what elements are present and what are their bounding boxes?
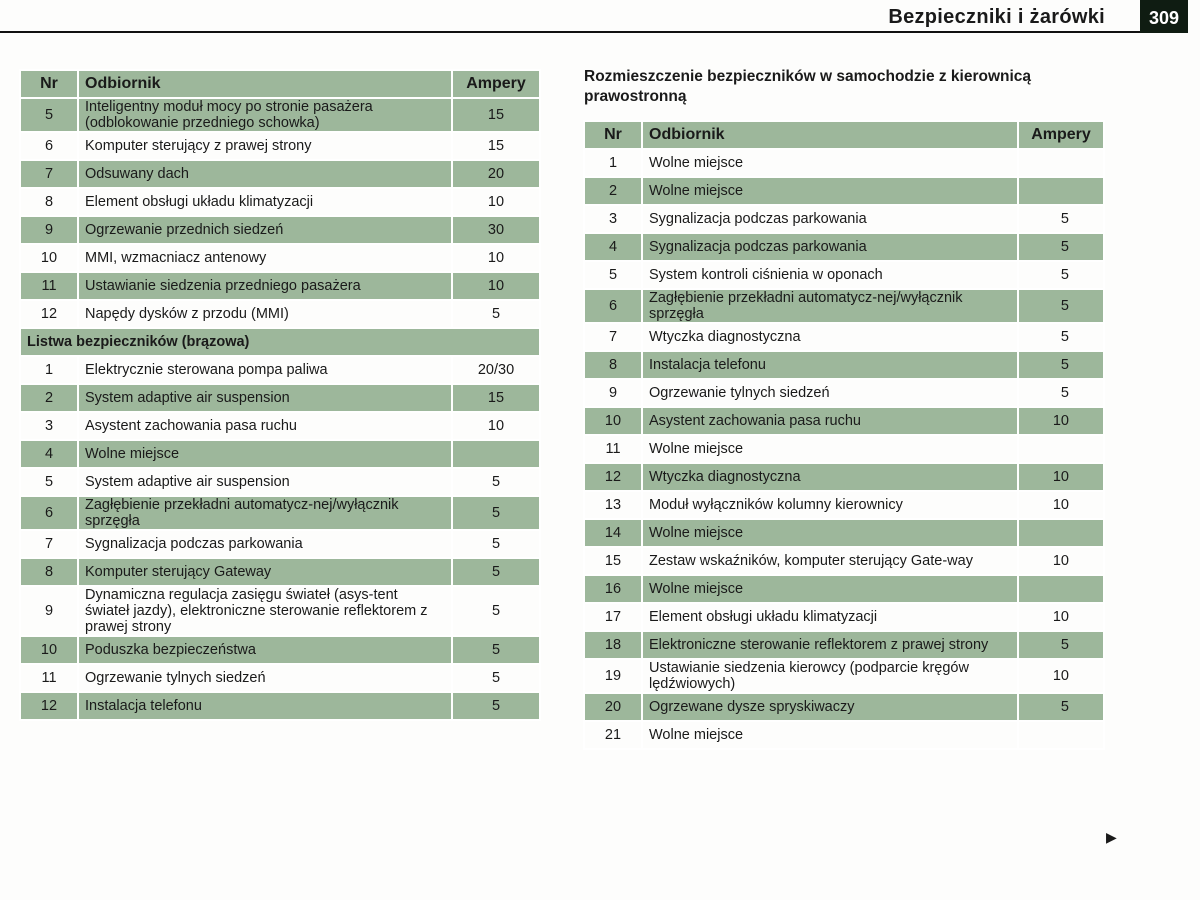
table-row <box>20 216 540 244</box>
column-header-nr: Nr <box>584 121 642 149</box>
table-row <box>584 463 1104 491</box>
table-row <box>584 289 1104 323</box>
table-row <box>20 244 540 272</box>
consumer-name: Sygnalizacja podczas parkowania <box>78 530 452 558</box>
fuse-number: 11 <box>20 664 78 692</box>
amperage: 10 <box>1018 603 1104 631</box>
consumer-name: Sygnalizacja podczas parkowania <box>642 205 1018 233</box>
fuse-number: 16 <box>584 575 642 603</box>
fuse-number: 4 <box>20 440 78 468</box>
consumer-name: System kontroli ciśnienia w oponach <box>642 261 1018 289</box>
fuse-number: 6 <box>20 132 78 160</box>
fuse-number: 17 <box>584 603 642 631</box>
consumer-name: Wolne miejsce <box>642 435 1018 463</box>
amperage: 15 <box>452 384 540 412</box>
fuse-number: 7 <box>20 160 78 188</box>
column-header-ampery: Ampery <box>1018 121 1104 149</box>
consumer-name: Instalacja telefonu <box>642 351 1018 379</box>
table-row <box>20 160 540 188</box>
table-row <box>20 272 540 300</box>
amperage: 20/30 <box>452 356 540 384</box>
amperage: 15 <box>452 98 540 132</box>
consumer-name: Wolne miejsce <box>642 575 1018 603</box>
fuse-number: 12 <box>20 692 78 720</box>
fuse-number: 8 <box>20 188 78 216</box>
amperage: 5 <box>452 496 540 530</box>
section-label: Listwa bezpieczników (brązowa) <box>20 328 540 356</box>
continue-arrow-icon: ▶ <box>1106 829 1117 845</box>
fuse-number: 19 <box>584 659 642 693</box>
table-row <box>584 491 1104 519</box>
fuse-number: 9 <box>584 379 642 407</box>
amperage: 5 <box>452 558 540 586</box>
amperage: 20 <box>452 160 540 188</box>
amperage <box>1018 721 1104 749</box>
fuse-table-right <box>583 120 1105 750</box>
fuse-number: 3 <box>20 412 78 440</box>
column-header-odbiornik: Odbiornik <box>642 121 1018 149</box>
table-row <box>584 149 1104 177</box>
consumer-name: Wolne miejsce <box>642 519 1018 547</box>
amperage: 5 <box>1018 631 1104 659</box>
fuse-number: 3 <box>584 205 642 233</box>
amperage: 10 <box>1018 463 1104 491</box>
consumer-name: Komputer sterujący Gateway <box>78 558 452 586</box>
amperage: 5 <box>1018 289 1104 323</box>
fuse-number: 15 <box>584 547 642 575</box>
table-row <box>20 384 540 412</box>
table-row <box>584 435 1104 463</box>
fuse-number: 1 <box>20 356 78 384</box>
table-row <box>20 356 540 384</box>
amperage: 5 <box>452 468 540 496</box>
table-row <box>584 351 1104 379</box>
table-row <box>20 412 540 440</box>
amperage: 5 <box>452 530 540 558</box>
consumer-name: Ustawianie siedzenia kierowcy (podparcie kręgów lędźwiowych) <box>642 659 1018 693</box>
table-row <box>584 233 1104 261</box>
amperage: 30 <box>452 216 540 244</box>
fuse-number: 9 <box>20 586 78 636</box>
amperage: 5 <box>1018 205 1104 233</box>
consumer-name: Asystent zachowania pasa ruchu <box>78 412 452 440</box>
consumer-name: Zagłębienie przekładni automatycz-nej/wyłącznik sprzęgła <box>642 289 1018 323</box>
section-title: Bezpieczniki i żarówki <box>888 6 1105 28</box>
amperage: 10 <box>1018 491 1104 519</box>
table-row <box>20 132 540 160</box>
table-row <box>20 188 540 216</box>
consumer-name: Ogrzewanie tylnych siedzeń <box>78 664 452 692</box>
table-row <box>584 261 1104 289</box>
table-header <box>20 70 540 98</box>
amperage: 5 <box>452 664 540 692</box>
header-rule <box>0 31 1140 33</box>
fuse-number: 5 <box>584 261 642 289</box>
amperage: 10 <box>1018 407 1104 435</box>
table-row <box>584 659 1104 693</box>
consumer-name: Zagłębienie przekładni automatycz-nej/wyłącznik sprzęgła <box>78 496 452 530</box>
table-row <box>584 177 1104 205</box>
section-row <box>20 328 540 356</box>
consumer-name: MMI, wzmacniacz antenowy <box>78 244 452 272</box>
fuse-number: 8 <box>20 558 78 586</box>
fuse-number: 20 <box>584 693 642 721</box>
consumer-name: Element obsługi układu klimatyzacji <box>78 188 452 216</box>
consumer-name: System adaptive air suspension <box>78 468 452 496</box>
amperage: 10 <box>1018 659 1104 693</box>
consumer-name: Wolne miejsce <box>78 440 452 468</box>
consumer-name: Inteligentny moduł mocy po stronie pasażera (odblokowanie przedniego schowka) <box>78 98 452 132</box>
table-row <box>20 530 540 558</box>
consumer-name: Ogrzewane dysze spryskiwaczy <box>642 693 1018 721</box>
table-row <box>20 98 540 132</box>
table-row <box>20 664 540 692</box>
amperage <box>1018 575 1104 603</box>
column-header-ampery: Ampery <box>452 70 540 98</box>
table-row <box>584 379 1104 407</box>
table-row <box>584 575 1104 603</box>
table-row <box>20 468 540 496</box>
consumer-name: Ustawianie siedzenia przedniego pasażera <box>78 272 452 300</box>
amperage: 5 <box>452 636 540 664</box>
consumer-name: Asystent zachowania pasa ruchu <box>642 407 1018 435</box>
table-row <box>584 693 1104 721</box>
table-row <box>584 205 1104 233</box>
table-row <box>20 440 540 468</box>
amperage: 10 <box>452 412 540 440</box>
amperage: 10 <box>1018 547 1104 575</box>
amperage: 10 <box>452 188 540 216</box>
consumer-name: Poduszka bezpieczeństwa <box>78 636 452 664</box>
amperage <box>1018 149 1104 177</box>
fuse-number: 12 <box>20 300 78 328</box>
table-row <box>584 631 1104 659</box>
amperage: 5 <box>1018 323 1104 351</box>
consumer-name: Wolne miejsce <box>642 721 1018 749</box>
table-row <box>584 519 1104 547</box>
fuse-number: 10 <box>20 244 78 272</box>
column-header-odbiornik: Odbiornik <box>78 70 452 98</box>
consumer-name: Sygnalizacja podczas parkowania <box>642 233 1018 261</box>
fuse-number: 11 <box>584 435 642 463</box>
fuse-number: 7 <box>20 530 78 558</box>
table-row <box>584 547 1104 575</box>
fuse-number: 10 <box>584 407 642 435</box>
fuse-number: 2 <box>20 384 78 412</box>
amperage <box>1018 519 1104 547</box>
fuse-number: 1 <box>584 149 642 177</box>
fuse-number: 2 <box>584 177 642 205</box>
fuse-table-left <box>19 69 541 721</box>
amperage: 10 <box>452 244 540 272</box>
consumer-name: Wtyczka diagnostyczna <box>642 463 1018 491</box>
table-row <box>20 636 540 664</box>
table-row <box>584 603 1104 631</box>
fuse-number: 5 <box>20 98 78 132</box>
amperage: 10 <box>452 272 540 300</box>
fuse-number: 8 <box>584 351 642 379</box>
fuse-number: 11 <box>20 272 78 300</box>
fuse-number: 14 <box>584 519 642 547</box>
consumer-name: Moduł wyłączników kolumny kierownicy <box>642 491 1018 519</box>
fuse-number: 9 <box>20 216 78 244</box>
right-table-title: Rozmieszczenie bezpieczników w samochodzie z kierownicą prawostronną <box>584 68 1032 105</box>
consumer-name: Wolne miejsce <box>642 177 1018 205</box>
amperage: 5 <box>452 300 540 328</box>
amperage <box>1018 177 1104 205</box>
consumer-name: Elektrycznie sterowana pompa paliwa <box>78 356 452 384</box>
consumer-name: Komputer sterujący z prawej strony <box>78 132 452 160</box>
column-header-nr: Nr <box>20 70 78 98</box>
consumer-name: Napędy dysków z przodu (MMI) <box>78 300 452 328</box>
consumer-name: Ogrzewanie przednich siedzeń <box>78 216 452 244</box>
consumer-name: System adaptive air suspension <box>78 384 452 412</box>
consumer-name: Element obsługi układu klimatyzacji <box>642 603 1018 631</box>
fuse-number: 6 <box>20 496 78 530</box>
consumer-name: Instalacja telefonu <box>78 692 452 720</box>
page-number: 309 <box>1140 0 1188 33</box>
consumer-name: Elektroniczne sterowanie reflektorem z prawej strony <box>642 631 1018 659</box>
fuse-number: 5 <box>20 468 78 496</box>
table-row <box>20 692 540 720</box>
table-row <box>20 496 540 530</box>
fuse-number: 7 <box>584 323 642 351</box>
amperage <box>1018 435 1104 463</box>
amperage <box>452 440 540 468</box>
amperage: 15 <box>452 132 540 160</box>
amperage: 5 <box>1018 351 1104 379</box>
table-row <box>584 721 1104 749</box>
fuse-number: 21 <box>584 721 642 749</box>
table-row <box>20 586 540 636</box>
consumer-name: Wtyczka diagnostyczna <box>642 323 1018 351</box>
fuse-number: 18 <box>584 631 642 659</box>
table-row <box>20 300 540 328</box>
consumer-name: Odsuwany dach <box>78 160 452 188</box>
amperage: 5 <box>1018 379 1104 407</box>
consumer-name: Ogrzewanie tylnych siedzeń <box>642 379 1018 407</box>
amperage: 5 <box>452 586 540 636</box>
fuse-number: 4 <box>584 233 642 261</box>
table-row <box>20 558 540 586</box>
fuse-number: 6 <box>584 289 642 323</box>
amperage: 5 <box>1018 693 1104 721</box>
amperage: 5 <box>1018 233 1104 261</box>
fuse-number: 10 <box>20 636 78 664</box>
consumer-name: Dynamiczna regulacja zasięgu świateł (asys-tent świateł jazdy), elektroniczne sterowanie reflektorem z prawej strony <box>78 586 452 636</box>
consumer-name: Zestaw wskaźników, komputer sterujący Gate-way <box>642 547 1018 575</box>
fuse-number: 12 <box>584 463 642 491</box>
table-header <box>584 121 1104 149</box>
table-row <box>584 323 1104 351</box>
amperage: 5 <box>1018 261 1104 289</box>
fuse-number: 13 <box>584 491 642 519</box>
consumer-name: Wolne miejsce <box>642 149 1018 177</box>
amperage: 5 <box>452 692 540 720</box>
table-row <box>584 407 1104 435</box>
